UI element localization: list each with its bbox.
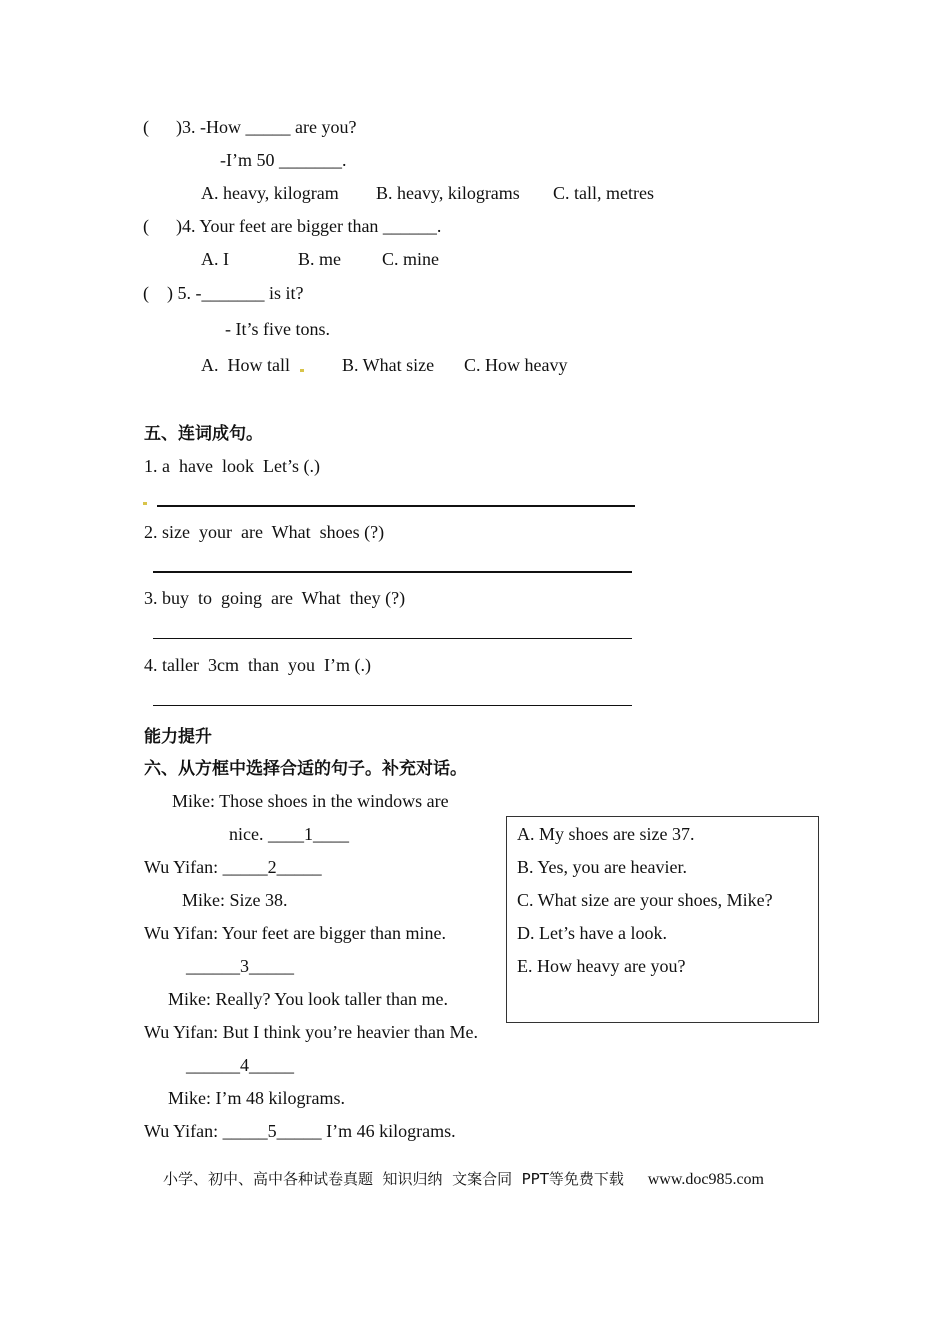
dialogue-line-2: nice. ____1____ bbox=[229, 824, 349, 844]
q3-option-c: C. tall, metres bbox=[553, 183, 654, 203]
answer-line-4[interactable] bbox=[153, 705, 632, 706]
choice-b: B. Yes, you are heavier. bbox=[517, 857, 687, 877]
dialogue-line-10: Mike: I’m 48 kilograms. bbox=[168, 1088, 345, 1108]
q5-second-line: - It’s five tons. bbox=[225, 319, 330, 339]
q4-option-c: C. mine bbox=[382, 249, 439, 269]
ability-heading: 能力提升 bbox=[144, 727, 212, 747]
dialogue-line-9: ______4_____ bbox=[186, 1055, 294, 1075]
q4-option-a: A. I bbox=[201, 249, 229, 269]
stray-mark bbox=[143, 502, 147, 505]
choice-e: E. How heavy are you? bbox=[517, 956, 686, 976]
footer-url[interactable]: www.doc985.com bbox=[647, 1171, 764, 1188]
q3-option-a: A. heavy, kilogram bbox=[201, 183, 339, 203]
q5-option-a: A. How tall bbox=[201, 355, 290, 375]
q5-option-b: B. What size bbox=[342, 355, 435, 375]
choice-a: A. My shoes are size 37. bbox=[517, 824, 695, 844]
answer-line-3[interactable] bbox=[153, 638, 632, 639]
dialogue-line-8: Wu Yifan: But I think you’re heavier than Me. bbox=[144, 1022, 479, 1042]
answer-line-2[interactable] bbox=[153, 571, 632, 573]
q4-option-b: B. me bbox=[298, 249, 341, 269]
footer-text: 小学、初中、高中各种试卷真题 知识归纳 文案合同 PPT等免费下载 bbox=[163, 1170, 624, 1188]
sentence-2: 2. size your are What shoes (?) bbox=[144, 522, 385, 542]
dialogue-line-5: Wu Yifan: Your feet are bigger than mine. bbox=[144, 923, 447, 943]
section6-title: 六、从方框中选择合适的句子。补充对话。 bbox=[144, 759, 467, 779]
answer-line-1[interactable] bbox=[157, 505, 635, 507]
q5-option-c: C. How heavy bbox=[464, 355, 568, 375]
dialogue-line-11: Wu Yifan: _____5_____ I’m 46 kilograms. bbox=[144, 1121, 456, 1141]
footer bbox=[163, 1168, 764, 1189]
dialogue-line-7: Mike: Really? You look taller than me. bbox=[168, 989, 448, 1009]
sentence-1: 1. a have look Let’s (.) bbox=[144, 456, 320, 476]
sentence-3: 3. buy to going are What they (?) bbox=[144, 588, 406, 608]
q4-stem: ( )4. Your feet are bigger than ______. bbox=[143, 216, 442, 236]
sentence-4: 4. taller 3cm than you I’m (.) bbox=[144, 655, 371, 675]
dialogue-line-4: Mike: Size 38. bbox=[182, 890, 288, 910]
q3-second-line: -I’m 50 _______. bbox=[220, 150, 347, 170]
q3-stem: ( )3. -How _____ are you? bbox=[143, 117, 357, 137]
choice-c: C. What size are your shoes, Mike? bbox=[517, 890, 773, 910]
q5-stem: ( ) 5. -_______ is it? bbox=[143, 283, 304, 303]
q3-option-b: B. heavy, kilograms bbox=[376, 183, 520, 203]
dialogue-line-6: ______3_____ bbox=[186, 956, 294, 976]
section5-title: 五、连词成句。 bbox=[144, 424, 263, 444]
dialogue-line-3: Wu Yifan: _____2_____ bbox=[144, 857, 322, 877]
choices-box bbox=[506, 816, 819, 1023]
choice-d: D. Let’s have a look. bbox=[517, 923, 667, 943]
dialogue-line-1: Mike: Those shoes in the windows are bbox=[172, 791, 449, 811]
stray-mark bbox=[300, 369, 304, 372]
